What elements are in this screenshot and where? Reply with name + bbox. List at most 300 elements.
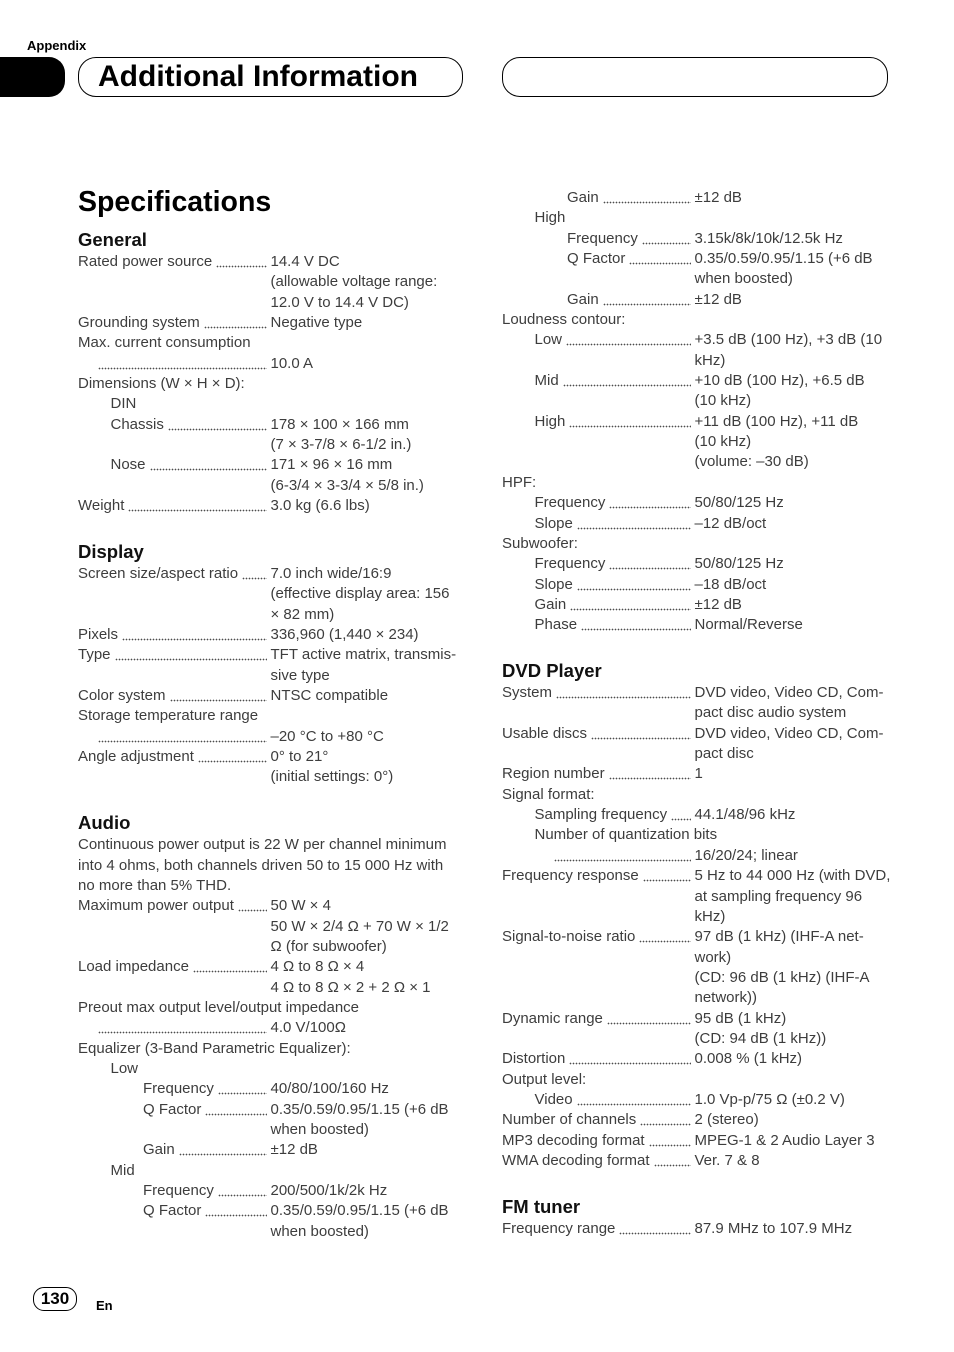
spec-value bbox=[695, 1110, 889, 1130]
spec-row bbox=[502, 554, 888, 574]
spec-label: System bbox=[502, 684, 553, 702]
spec-label: WMA decoding format bbox=[502, 1151, 650, 1169]
spec-value bbox=[271, 686, 465, 706]
spec-row bbox=[502, 412, 888, 473]
spec-label-cell bbox=[502, 229, 695, 249]
spec-row bbox=[78, 1201, 464, 1242]
spec-value-line: (CD: 94 dB (1 kHz)) bbox=[694, 1029, 827, 1047]
dot-leader bbox=[640, 1110, 690, 1126]
spec-row bbox=[502, 249, 888, 290]
spec-row bbox=[78, 645, 464, 686]
spec-label: Screen size/aspect ratio bbox=[78, 564, 239, 582]
page-number-badge bbox=[33, 1287, 77, 1311]
spec-group-label: Equalizer (3-Band Parametric Equalizer): bbox=[78, 1039, 351, 1057]
dot-leader bbox=[569, 1049, 690, 1065]
spec-label: Frequency bbox=[534, 555, 606, 573]
spec-label: Gain bbox=[567, 189, 599, 206]
spec-label: Gain bbox=[143, 1141, 175, 1159]
dot-leader bbox=[591, 724, 690, 740]
paragraph-line: no more than 5% THD. bbox=[78, 876, 232, 894]
page-title: Specifications bbox=[78, 186, 272, 218]
dot-leader bbox=[205, 1100, 266, 1116]
spec-label-cell bbox=[78, 686, 271, 706]
spec-row bbox=[78, 1079, 464, 1099]
dot-leader bbox=[570, 595, 690, 611]
spec-group-label: Subwoofer: bbox=[502, 534, 578, 552]
dot-leader bbox=[639, 927, 690, 943]
spec-value-line: 1 bbox=[694, 765, 703, 783]
spec-value-line: kHz) bbox=[694, 907, 726, 925]
spec-label: Load impedance bbox=[78, 958, 189, 976]
spec-value-line: when boosted) bbox=[694, 270, 793, 288]
spec-value-line: ±12 dB bbox=[694, 189, 742, 206]
spec-value bbox=[271, 564, 465, 625]
spec-value-line: 95 dB (1 kHz) bbox=[694, 1009, 787, 1027]
spec-label-cell bbox=[502, 330, 695, 350]
spec-row bbox=[502, 805, 888, 825]
spec-label: Slope bbox=[534, 514, 573, 532]
spec-value bbox=[695, 575, 889, 595]
spec-label: Distortion bbox=[502, 1050, 566, 1068]
dot-leader bbox=[170, 686, 267, 702]
spec-label: Weight bbox=[78, 497, 125, 515]
spec-row bbox=[502, 290, 888, 310]
spec-value-line: (10 kHz) bbox=[694, 392, 752, 410]
dot-leader bbox=[205, 1201, 266, 1217]
spec-value-line: 10.0 A bbox=[270, 354, 314, 372]
spec-label-cell bbox=[502, 575, 695, 595]
spec-label-cell bbox=[502, 1049, 695, 1069]
spec-label: Sampling frequency bbox=[534, 806, 668, 824]
spec-value-line: 87.9 MHz to 107.9 MHz bbox=[694, 1219, 853, 1237]
spec-value-line: 0.35/0.59/0.95/1.15 (+6 dB bbox=[694, 250, 873, 268]
spec-label-cell bbox=[78, 1201, 271, 1221]
chapter-title: Additional Information bbox=[98, 60, 418, 93]
spec-value bbox=[271, 1140, 465, 1160]
spec-label: Frequency response bbox=[502, 867, 639, 885]
dot-leader bbox=[642, 229, 691, 245]
spec-value-line: network)) bbox=[694, 989, 758, 1007]
spec-label: Low bbox=[534, 331, 563, 349]
spec-group-label: Signal format: bbox=[502, 785, 595, 803]
spec-value bbox=[271, 957, 465, 998]
spec-value-line: ±12 dB bbox=[694, 290, 742, 308]
spec-label-cell bbox=[78, 455, 271, 475]
dot-leader bbox=[554, 846, 691, 862]
spec-label-cell bbox=[502, 1131, 695, 1151]
spec-value bbox=[271, 252, 465, 313]
spec-label: Grounding system bbox=[78, 314, 200, 332]
spec-value bbox=[271, 1079, 465, 1099]
dot-leader bbox=[577, 1090, 691, 1106]
spec-value-line: (CD: 96 dB (1 kHz) (IHF-A bbox=[694, 968, 870, 986]
spec-value-line: –12 dB/oct bbox=[694, 514, 767, 532]
chapter-title-box bbox=[78, 57, 463, 97]
spec-label-cell bbox=[502, 188, 695, 208]
dot-leader bbox=[168, 415, 267, 431]
spec-label-cell bbox=[78, 727, 271, 743]
spec-group-label: Low bbox=[110, 1060, 139, 1078]
spec-value bbox=[271, 1018, 465, 1038]
spec-row bbox=[78, 1140, 464, 1160]
spec-row bbox=[502, 866, 891, 927]
spec-label: Color system bbox=[78, 687, 166, 705]
spec-value-line: 50/80/125 Hz bbox=[694, 555, 784, 573]
spec-row bbox=[502, 683, 888, 724]
spec-label-cell bbox=[78, 415, 271, 435]
spec-value bbox=[695, 1049, 889, 1069]
spec-value bbox=[695, 249, 889, 290]
dot-leader bbox=[179, 1140, 267, 1156]
spec-label: Frequency range bbox=[502, 1219, 616, 1237]
spec-value bbox=[695, 1131, 889, 1151]
spec-label-cell bbox=[502, 554, 695, 574]
spec-row bbox=[502, 764, 888, 784]
spec-label: Q Factor bbox=[567, 250, 626, 268]
spec-label: Frequency bbox=[567, 229, 638, 247]
spec-value bbox=[271, 747, 465, 788]
spec-paragraph bbox=[78, 835, 464, 896]
spec-label-cell bbox=[502, 1009, 695, 1029]
spec-value bbox=[271, 1100, 465, 1141]
right-column bbox=[502, 188, 891, 1239]
spec-label-cell bbox=[78, 896, 271, 916]
spec-value-line: 7.0 inch wide/16:9 bbox=[270, 564, 392, 582]
dot-leader bbox=[556, 683, 690, 699]
spec-value bbox=[695, 1090, 889, 1110]
dot-leader bbox=[609, 554, 690, 570]
spec-group-label: Storage temperature range bbox=[78, 707, 259, 725]
appendix-label: Appendix bbox=[27, 38, 87, 53]
spec-label-cell bbox=[78, 957, 271, 977]
spec-value-line: kHz) bbox=[694, 351, 726, 369]
spec-label: Frequency bbox=[143, 1182, 214, 1200]
spec-value-line: MPEG-1 & 2 Audio Layer 3 bbox=[694, 1131, 875, 1149]
spec-label-cell bbox=[502, 805, 695, 825]
spec-value-line: +10 dB (100 Hz), +6.5 dB bbox=[694, 372, 865, 390]
spec-label-cell bbox=[78, 645, 271, 665]
spec-row bbox=[502, 575, 888, 595]
spec-value bbox=[695, 554, 889, 574]
spec-value-line: DVD video, Video CD, Com- bbox=[694, 684, 884, 702]
spec-value-line: (7 × 3-7/8 × 6-1/2 in.) bbox=[270, 436, 412, 454]
spec-value bbox=[271, 354, 465, 374]
spec-value bbox=[695, 927, 889, 1008]
spec-row bbox=[502, 371, 888, 412]
dot-leader bbox=[98, 1018, 267, 1034]
spec-row bbox=[78, 252, 464, 313]
spec-label: High bbox=[534, 412, 566, 430]
dot-leader bbox=[218, 1079, 267, 1095]
left-column bbox=[78, 228, 464, 1242]
spec-row bbox=[78, 496, 464, 516]
dot-leader bbox=[603, 188, 691, 204]
spec-value-line: when boosted) bbox=[270, 1121, 369, 1139]
spec-value-line: 178 × 100 × 166 mm bbox=[270, 415, 409, 433]
spec-group-label: Output level: bbox=[502, 1070, 587, 1088]
spec-value-line: 3.0 kg (6.6 lbs) bbox=[270, 497, 370, 515]
spec-value-line: 97 dB (1 kHz) (IHF-A net- bbox=[694, 928, 864, 946]
spec-value-line: 16/20/24; linear bbox=[694, 846, 798, 864]
spec-value bbox=[695, 371, 889, 412]
spec-label: Slope bbox=[534, 575, 573, 593]
chapter-tab-marker bbox=[0, 57, 65, 97]
spec-row bbox=[78, 957, 464, 998]
dot-leader bbox=[671, 805, 690, 821]
spec-value-line: 1.0 Vp-p/75 Ω (±0.2 V) bbox=[694, 1090, 845, 1108]
paragraph-line: into 4 ohms, both channels driven 50 to 15 000 Hz with bbox=[78, 856, 444, 874]
spec-row bbox=[502, 1110, 888, 1130]
spec-value bbox=[271, 1181, 465, 1201]
spec-label-cell bbox=[502, 493, 695, 513]
dot-leader bbox=[569, 412, 690, 428]
spec-value-line: 12.0 V to 14.4 V DC) bbox=[270, 293, 409, 311]
spec-value bbox=[271, 415, 465, 456]
dot-leader bbox=[643, 866, 691, 882]
spec-value bbox=[271, 313, 465, 333]
spec-label-cell bbox=[78, 496, 271, 516]
spec-label-cell bbox=[502, 866, 695, 886]
spec-label: Q Factor bbox=[143, 1100, 202, 1118]
spec-value-line: 5 Hz to 44 000 Hz (with DVD, bbox=[694, 867, 891, 885]
spec-value-line: (volume: –30 dB) bbox=[694, 453, 809, 471]
section-heading: Audio bbox=[78, 812, 131, 834]
spec-label: Nose bbox=[110, 456, 146, 474]
spec-label: Rated power source bbox=[78, 253, 213, 270]
spec-label: Phase bbox=[534, 616, 578, 634]
spec-row bbox=[502, 1009, 888, 1050]
dot-leader bbox=[98, 354, 267, 370]
spec-value-line: 0.35/0.59/0.95/1.15 (+6 dB bbox=[270, 1202, 449, 1220]
spec-value-line: pact disc bbox=[694, 745, 754, 763]
spec-row bbox=[502, 595, 888, 615]
page-number: 130 bbox=[40, 1289, 70, 1308]
spec-row bbox=[502, 1219, 888, 1239]
spec-value bbox=[271, 1201, 465, 1242]
spec-label-cell bbox=[78, 1181, 271, 1201]
spec-label: Gain bbox=[567, 290, 599, 308]
dot-leader bbox=[150, 455, 267, 471]
dot-leader bbox=[581, 615, 690, 631]
dot-leader bbox=[193, 957, 267, 973]
spec-label-cell bbox=[502, 412, 695, 432]
spec-group-label: Mid bbox=[110, 1161, 135, 1179]
spec-label-cell bbox=[502, 371, 695, 391]
spec-row bbox=[78, 625, 464, 645]
dot-leader bbox=[238, 896, 267, 912]
spec-value-line: Normal/Reverse bbox=[694, 616, 803, 634]
spec-label: Video bbox=[534, 1090, 573, 1108]
spec-label-cell bbox=[78, 1079, 271, 1099]
spec-value bbox=[695, 493, 889, 513]
spec-value-line: 200/500/1k/2k Hz bbox=[270, 1182, 388, 1200]
spec-value-line: 171 × 96 × 16 mm bbox=[270, 456, 393, 474]
spec-value-line: Ver. 7 & 8 bbox=[694, 1151, 760, 1169]
spec-value bbox=[271, 496, 465, 516]
spec-value bbox=[695, 764, 889, 784]
spec-value bbox=[695, 330, 889, 371]
spec-value-line: –20 °C to +80 °C bbox=[270, 727, 384, 745]
spec-value-line: 0.35/0.59/0.95/1.15 (+6 dB bbox=[270, 1100, 449, 1118]
spec-group-label: High bbox=[534, 209, 566, 227]
spec-value-line: 50/80/125 Hz bbox=[694, 494, 784, 512]
spec-row bbox=[78, 415, 464, 456]
dot-leader bbox=[619, 1219, 690, 1235]
dot-leader bbox=[122, 625, 266, 641]
spec-value-line: when boosted) bbox=[270, 1222, 369, 1240]
spec-label-cell bbox=[502, 927, 695, 947]
spec-label-cell bbox=[502, 1151, 695, 1171]
spec-value bbox=[695, 290, 889, 310]
spec-value-line: sive type bbox=[270, 666, 330, 684]
section-heading: Display bbox=[78, 540, 144, 562]
spec-value-line: × 82 mm) bbox=[270, 605, 335, 623]
spec-value-line: 44.1/48/96 kHz bbox=[694, 806, 796, 824]
spec-value-line: DVD video, Video CD, Com- bbox=[694, 724, 884, 742]
dot-leader bbox=[609, 493, 690, 509]
dot-leader bbox=[198, 747, 267, 763]
blank-title-box bbox=[502, 57, 888, 97]
dot-leader bbox=[218, 1181, 267, 1197]
spec-label-cell bbox=[78, 354, 271, 370]
spec-label: Q Factor bbox=[143, 1202, 202, 1220]
spec-row bbox=[78, 313, 464, 333]
spec-group-label: HPF: bbox=[502, 473, 537, 491]
dot-leader bbox=[603, 290, 691, 306]
spec-row bbox=[502, 514, 888, 534]
spec-value-line: TFT active matrix, transmis- bbox=[270, 646, 457, 664]
spec-label-cell bbox=[78, 313, 271, 333]
spec-value-line: ±12 dB bbox=[694, 595, 742, 613]
spec-row bbox=[78, 896, 464, 957]
spec-label-cell bbox=[78, 625, 271, 645]
spec-label-cell bbox=[78, 1100, 271, 1120]
spec-value bbox=[695, 412, 889, 473]
spec-label: Chassis bbox=[110, 415, 164, 433]
spec-value bbox=[695, 1151, 889, 1171]
dot-leader bbox=[654, 1151, 691, 1167]
spec-value-line: (allowable voltage range: bbox=[270, 273, 438, 291]
spec-value-line: work) bbox=[694, 948, 732, 966]
dot-leader bbox=[128, 496, 266, 512]
spec-value-line: 4 Ω to 8 Ω × 2 + 2 Ω × 1 bbox=[270, 978, 431, 996]
spec-row bbox=[502, 1090, 888, 1110]
spec-value-line: (10 kHz) bbox=[694, 433, 752, 451]
spec-group-label: DIN bbox=[110, 395, 137, 413]
spec-label: Pixels bbox=[78, 626, 119, 643]
spec-label-cell bbox=[78, 1140, 271, 1160]
spec-row bbox=[78, 1181, 464, 1201]
spec-label-cell bbox=[502, 290, 695, 310]
spec-value-line: pact disc audio system bbox=[694, 704, 847, 722]
spec-value bbox=[271, 727, 465, 747]
spec-row bbox=[78, 354, 464, 374]
spec-row bbox=[78, 564, 464, 625]
spec-label-cell bbox=[502, 724, 695, 744]
spec-value bbox=[695, 724, 889, 765]
spec-value bbox=[271, 625, 465, 645]
spec-label-cell bbox=[78, 564, 271, 584]
spec-label: Frequency bbox=[534, 494, 606, 512]
spec-value-line: 0° to 21° bbox=[270, 748, 329, 766]
spec-value bbox=[695, 846, 889, 866]
spec-label: Frequency bbox=[143, 1080, 214, 1098]
spec-value-line: 4.0 V/100Ω bbox=[270, 1019, 346, 1037]
spec-value-line: 14.4 V DC bbox=[270, 253, 340, 270]
section-heading: General bbox=[78, 229, 147, 250]
spec-value-line: Ω (for subwoofer) bbox=[270, 937, 387, 955]
spec-label: MP3 decoding format bbox=[502, 1131, 645, 1149]
spec-value bbox=[695, 805, 889, 825]
spec-value bbox=[695, 188, 889, 208]
spec-value-line: +11 dB (100 Hz), +11 dB bbox=[694, 412, 859, 430]
dot-leader bbox=[607, 1009, 691, 1025]
spec-row bbox=[502, 1131, 888, 1151]
spec-row bbox=[502, 330, 888, 371]
spec-label: Gain bbox=[534, 595, 567, 613]
spec-label-cell bbox=[502, 1090, 695, 1110]
spec-label: Angle adjustment bbox=[78, 748, 194, 766]
spec-row bbox=[502, 1151, 888, 1171]
spec-value-line: 50 W × 2/4 Ω + 70 W × 1/2 bbox=[270, 917, 449, 935]
spec-row bbox=[502, 1049, 888, 1069]
spec-label: Mid bbox=[534, 372, 559, 390]
spec-label: Signal-to-noise ratio bbox=[502, 928, 636, 946]
section-heading: DVD Player bbox=[502, 660, 602, 682]
spec-group-label: Max. current consumption bbox=[78, 334, 251, 352]
spec-group-label: Dimensions (W × H × D): bbox=[78, 375, 245, 393]
spec-value bbox=[271, 455, 465, 496]
dot-leader bbox=[115, 645, 267, 661]
spec-label: Number of channels bbox=[502, 1111, 637, 1129]
dot-leader bbox=[629, 249, 690, 265]
spec-value-line: 40/80/100/160 Hz bbox=[270, 1080, 389, 1098]
spec-value bbox=[695, 514, 889, 534]
spec-value bbox=[695, 229, 889, 249]
spec-row bbox=[502, 615, 888, 635]
spec-label: Dynamic range bbox=[502, 1009, 603, 1027]
spec-label-cell bbox=[502, 764, 695, 784]
spec-row bbox=[502, 846, 888, 866]
spec-label-cell bbox=[502, 1219, 695, 1239]
spec-label: Type bbox=[78, 646, 111, 664]
spec-label-cell bbox=[78, 747, 271, 767]
dot-leader bbox=[98, 727, 267, 743]
spec-row bbox=[502, 927, 888, 1008]
spec-label-cell bbox=[502, 595, 695, 615]
spec-value-line: +3.5 dB (100 Hz), +3 dB (10 bbox=[694, 331, 883, 349]
dot-leader bbox=[563, 371, 691, 387]
spec-row bbox=[78, 686, 464, 706]
dot-leader bbox=[216, 252, 266, 268]
spec-value-line: 4 Ω to 8 Ω × 4 bbox=[270, 958, 365, 976]
dot-leader bbox=[649, 1131, 691, 1147]
spec-row bbox=[502, 188, 888, 208]
dot-leader bbox=[609, 764, 691, 780]
spec-row bbox=[78, 1018, 464, 1038]
spec-value-line: (6-3/4 × 3-3/4 × 5/8 in.) bbox=[270, 476, 424, 494]
spec-row bbox=[502, 493, 888, 513]
spec-group-label: Loudness contour: bbox=[502, 311, 626, 329]
spec-label: Maximum power output bbox=[78, 897, 234, 915]
spec-row bbox=[78, 747, 464, 788]
spec-value bbox=[695, 1219, 889, 1239]
spec-label-cell bbox=[502, 1110, 695, 1130]
spec-row bbox=[502, 724, 888, 765]
dot-leader bbox=[566, 330, 690, 346]
spec-group-label: Preout max output level/output impedance bbox=[78, 999, 360, 1016]
spec-label-cell bbox=[78, 1018, 271, 1034]
